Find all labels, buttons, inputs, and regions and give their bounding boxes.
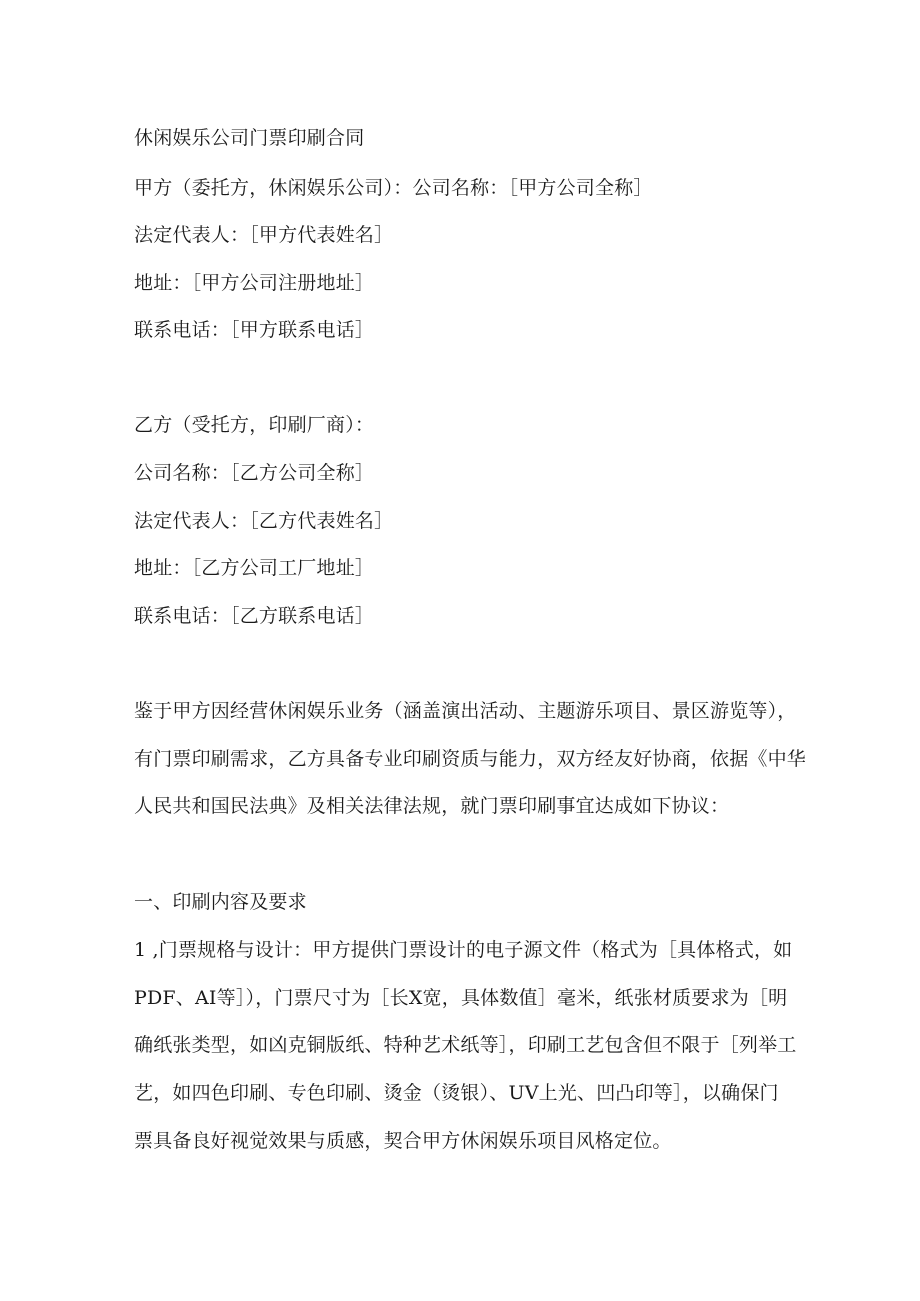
party-b-phone: 联系电话：［乙方联系电话］: [134, 605, 375, 627]
contract-title: 休闲娱乐公司门票印刷合同: [134, 127, 365, 149]
party-b-name: 公司名称：［乙方公司全称］: [134, 462, 375, 484]
party-b-address: 地址：［乙方公司工厂地址］: [134, 557, 375, 579]
section-1-item-line: PDF、AI等］），门票尺寸为［长X宽，具体数值］毫米，纸张材质要求为［明: [134, 987, 788, 1009]
party-a-representative: 法定代表人：［甲方代表姓名］: [134, 224, 394, 246]
party-a-heading-name: 甲方（委托方，休闲娱乐公司）：公司名称：［甲方公司全称］: [134, 177, 653, 199]
party-a-address: 地址：［甲方公司注册地址］: [134, 272, 375, 294]
party-b-representative: 法定代表人：［乙方代表姓名］: [134, 510, 394, 532]
section-1-item-line: 艺，如四色印刷、专色印刷、烫金（烫银）、UV上光、凹凸印等］，以确保门: [134, 1082, 779, 1104]
section-1-heading: 一、印刷内容及要求: [134, 891, 307, 913]
party-b-heading: 乙方（受托方，印刷厂商）：: [134, 414, 375, 436]
preamble-line: 鉴于甲方因经营休闲娱乐业务（涵盖演出活动、主题游乐项目、景区游览等），: [134, 700, 797, 722]
preamble-line: 人民共和国民法典》及相关法律法规，就门票印刷事宜达成如下协议：: [134, 795, 730, 817]
party-a-phone: 联系电话：［甲方联系电话］: [134, 319, 375, 341]
section-1-item-line: 确纸张类型，如凶克铜版纸、特种艺术纸等］，印刷工艺包含但不限于［列举工: [134, 1034, 797, 1056]
section-1-item-line: 1 ,门票规格与设计：甲方提供门票设计的电子源文件（格式为［具体格式，如: [134, 939, 793, 961]
section-1-item-line: 票具备良好视觉效果与质感，契合甲方休闲娱乐项目风格定位。: [134, 1130, 672, 1152]
preamble-line: 有门票印刷需求，乙方具备专业印刷资质与能力，双方经友好协商，依据《中华: [134, 748, 807, 770]
